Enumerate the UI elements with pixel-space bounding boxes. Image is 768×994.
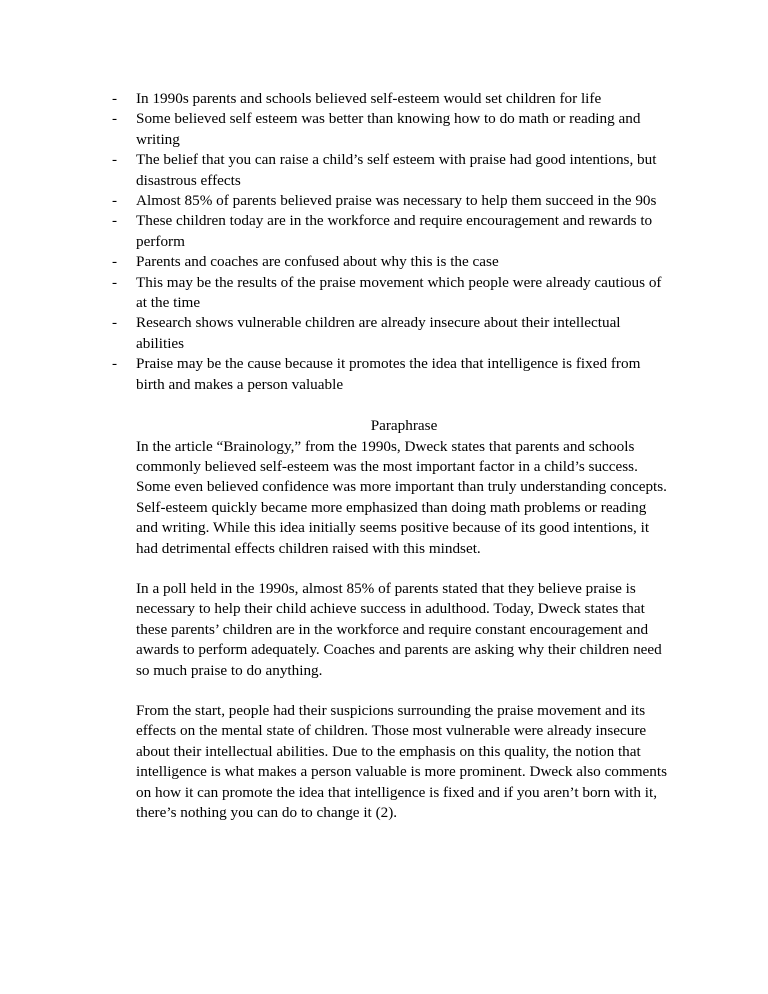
list-item bbox=[112, 109, 672, 150]
bullet-dash: - bbox=[112, 355, 118, 373]
note-text: This may be the results of the praise movement which people were already cautious of at the time bbox=[136, 273, 662, 312]
list-item bbox=[112, 354, 672, 395]
note-text: Some believed self esteem was better than knowing how to do math or reading and writing bbox=[136, 110, 641, 148]
bullet-dash: - bbox=[112, 192, 118, 210]
document-page bbox=[112, 89, 672, 843]
paragraph: In the article “Brainology,” from the 1990s, Dweck states that parents and schools commonly believed self-esteem was the most important factor in a child’s success. Some even believed confidence was more important than truly understanding concepts. Self-esteem quickly became more emphasized than doing math problems or reading and writing. While this idea initially seems positive because of its good intentions, it had detrimental effects children raised with this mindset. bbox=[136, 437, 667, 557]
paraphrase-heading: Paraphrase bbox=[370, 417, 438, 435]
note-text: Parents and coaches are confused about why this is the case bbox=[136, 253, 499, 271]
bullet-dash: - bbox=[112, 314, 118, 332]
note-text: The belief that you can raise a child’s self esteem with praise had good intentions, but disastrous effects bbox=[136, 151, 657, 189]
bullet-dash: - bbox=[112, 212, 118, 230]
bullet-dash: - bbox=[112, 90, 118, 107]
list-item bbox=[112, 273, 672, 314]
note-text: In 1990s parents and schools believed self-esteem would set children for life bbox=[136, 90, 602, 107]
list-item bbox=[112, 211, 672, 252]
note-text: Almost 85% of parents believed praise was necessary to help them succeed in the 90s bbox=[136, 192, 657, 210]
list-item bbox=[112, 150, 672, 191]
bullet-dash: - bbox=[112, 253, 118, 271]
paragraph: In a poll held in the 1990s, almost 85% of parents stated that they believe praise is necessary to help their child achieve success in adulthood. Today, Dweck states that these parents’ children are in the workforce and require constant encouragement and awards to perform adequately. Coaches and parents are asking why their children need so much praise to do anything. bbox=[136, 579, 662, 679]
list-item bbox=[112, 89, 672, 109]
bullet-dash: - bbox=[112, 151, 118, 169]
paragraph: From the start, people had their suspicions surrounding the praise movement and its effects on the mental state of children. Those most vulnerable were already insecure about their intellectual abilities. Due to the emphasis on this quality, the notion that intelligence is what makes a person valuable is more prominent. Dweck also comments on how it can promote the idea that intelligence is fixed and if you aren’t born with it, there’s nothing you can do to change it (2). bbox=[136, 701, 667, 821]
bullet-dash: - bbox=[112, 110, 118, 128]
notes-list bbox=[112, 89, 672, 395]
list-item bbox=[112, 313, 672, 354]
note-text: Praise may be the cause because it promotes the idea that intelligence is fixed from birth and makes a person valuable bbox=[136, 355, 641, 393]
list-item bbox=[112, 191, 672, 211]
list-item bbox=[112, 252, 672, 272]
note-text: Research shows vulnerable children are already insecure about their intellectual abilities bbox=[136, 314, 621, 352]
bullet-dash: - bbox=[112, 273, 118, 291]
note-text: These children today are in the workforce and require encouragement and rewards to perform bbox=[136, 212, 653, 250]
